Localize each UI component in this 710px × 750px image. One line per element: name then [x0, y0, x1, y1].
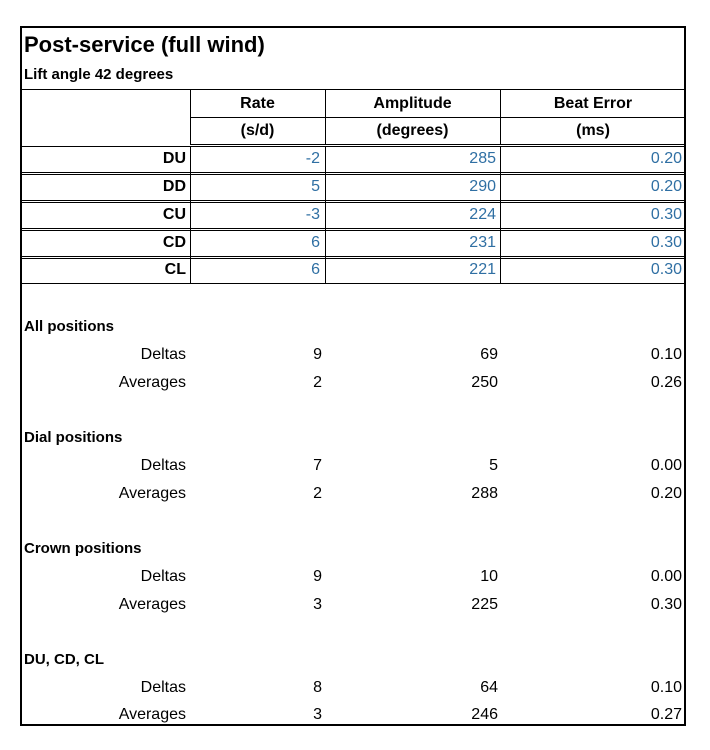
- position-label-cu: CU: [162, 206, 186, 223]
- header-top-line: [20, 89, 686, 90]
- beat-error-value: 0.30: [650, 596, 682, 613]
- beat-error-value: 0.27: [650, 706, 682, 723]
- rate-dd: 5: [311, 178, 320, 195]
- header-beat-error: Beat Error: [553, 95, 633, 112]
- amplitude-value: 10: [480, 568, 498, 585]
- beat-error-dd: 0.20: [650, 178, 682, 195]
- header-amplitude: Amplitude: [373, 95, 452, 112]
- amplitude-value: 69: [480, 346, 498, 363]
- amplitude-value: 225: [471, 596, 498, 613]
- beat-error-value: 0.00: [650, 457, 682, 474]
- beat-error-cd: 0.30: [650, 234, 682, 251]
- rate-value: 2: [313, 374, 322, 391]
- section-title-all-positions: All positions: [24, 318, 114, 335]
- amplitude-value: 5: [489, 457, 498, 474]
- amplitude-value: 64: [480, 679, 498, 696]
- row-label-averages: Averages: [118, 374, 186, 391]
- header-rate: Rate: [240, 95, 275, 112]
- rate-value: 3: [313, 596, 322, 613]
- amplitude-cl: 221: [469, 261, 496, 278]
- rate-cd: 6: [311, 234, 320, 251]
- sheet-subtitle: Lift angle 42 degrees: [24, 66, 174, 83]
- amplitude-dd: 290: [469, 178, 496, 195]
- beat-error-value: 0.10: [650, 679, 682, 696]
- rate-cl: 6: [311, 261, 320, 278]
- beat-error-value: 0.20: [650, 485, 682, 502]
- row-line: [20, 258, 686, 259]
- sheet-title: Post-service (full wind): [24, 32, 265, 57]
- beat-error-value: 0.10: [650, 346, 682, 363]
- beat-error-cl: 0.30: [650, 261, 682, 278]
- rate-value: 8: [313, 679, 322, 696]
- unit-amplitude: (degrees): [376, 122, 449, 139]
- row-label-deltas: Deltas: [140, 457, 186, 474]
- row-line: [20, 202, 686, 203]
- rate-value: 9: [313, 346, 322, 363]
- row-line: [20, 228, 686, 229]
- amplitude-cu: 224: [469, 206, 496, 223]
- rate-value: 7: [313, 457, 322, 474]
- row-line: [20, 256, 686, 257]
- beat-error-value: 0.00: [650, 568, 682, 585]
- row-label-deltas: Deltas: [140, 346, 186, 363]
- row-label-deltas: Deltas: [140, 568, 186, 585]
- rate-value: 2: [313, 485, 322, 502]
- unit-rate: (s/d): [240, 122, 275, 139]
- row-line: [20, 174, 686, 175]
- position-label-cd: CD: [162, 234, 186, 251]
- amplitude-du: 285: [469, 150, 496, 167]
- rate-value: 9: [313, 568, 322, 585]
- position-label-dd: DD: [162, 178, 186, 195]
- row-label-averages: Averages: [118, 596, 186, 613]
- section-title-dial-positions: Dial positions: [24, 429, 123, 446]
- amplitude-value: 246: [471, 706, 498, 723]
- beat-error-cu: 0.30: [650, 206, 682, 223]
- amplitude-value: 288: [471, 485, 498, 502]
- row-label-averages: Averages: [118, 485, 186, 502]
- beat-error-du: 0.20: [650, 150, 682, 167]
- row-label-deltas: Deltas: [140, 679, 186, 696]
- rate-value: 3: [313, 706, 322, 723]
- rate-du: -2: [305, 150, 320, 167]
- beat-error-value: 0.26: [650, 374, 682, 391]
- section-title-du-cd-cl: DU, CD, CL: [24, 651, 104, 668]
- position-label-du: DU: [162, 150, 186, 167]
- amplitude-cd: 231: [469, 234, 496, 251]
- row-line: [20, 230, 686, 231]
- section-title-crown-positions: Crown positions: [24, 540, 142, 557]
- amplitude-value: 250: [471, 374, 498, 391]
- row-line: [20, 283, 686, 284]
- header-mid-line: [190, 117, 686, 118]
- header-bottom-line: [190, 144, 686, 145]
- row-label-averages: Averages: [118, 706, 186, 723]
- rate-cu: -3: [305, 206, 320, 223]
- row-line: [20, 172, 686, 173]
- unit-beat-error: (ms): [576, 122, 610, 139]
- position-label-cl: CL: [164, 261, 186, 278]
- row-line: [20, 200, 686, 201]
- row-line: [20, 146, 686, 147]
